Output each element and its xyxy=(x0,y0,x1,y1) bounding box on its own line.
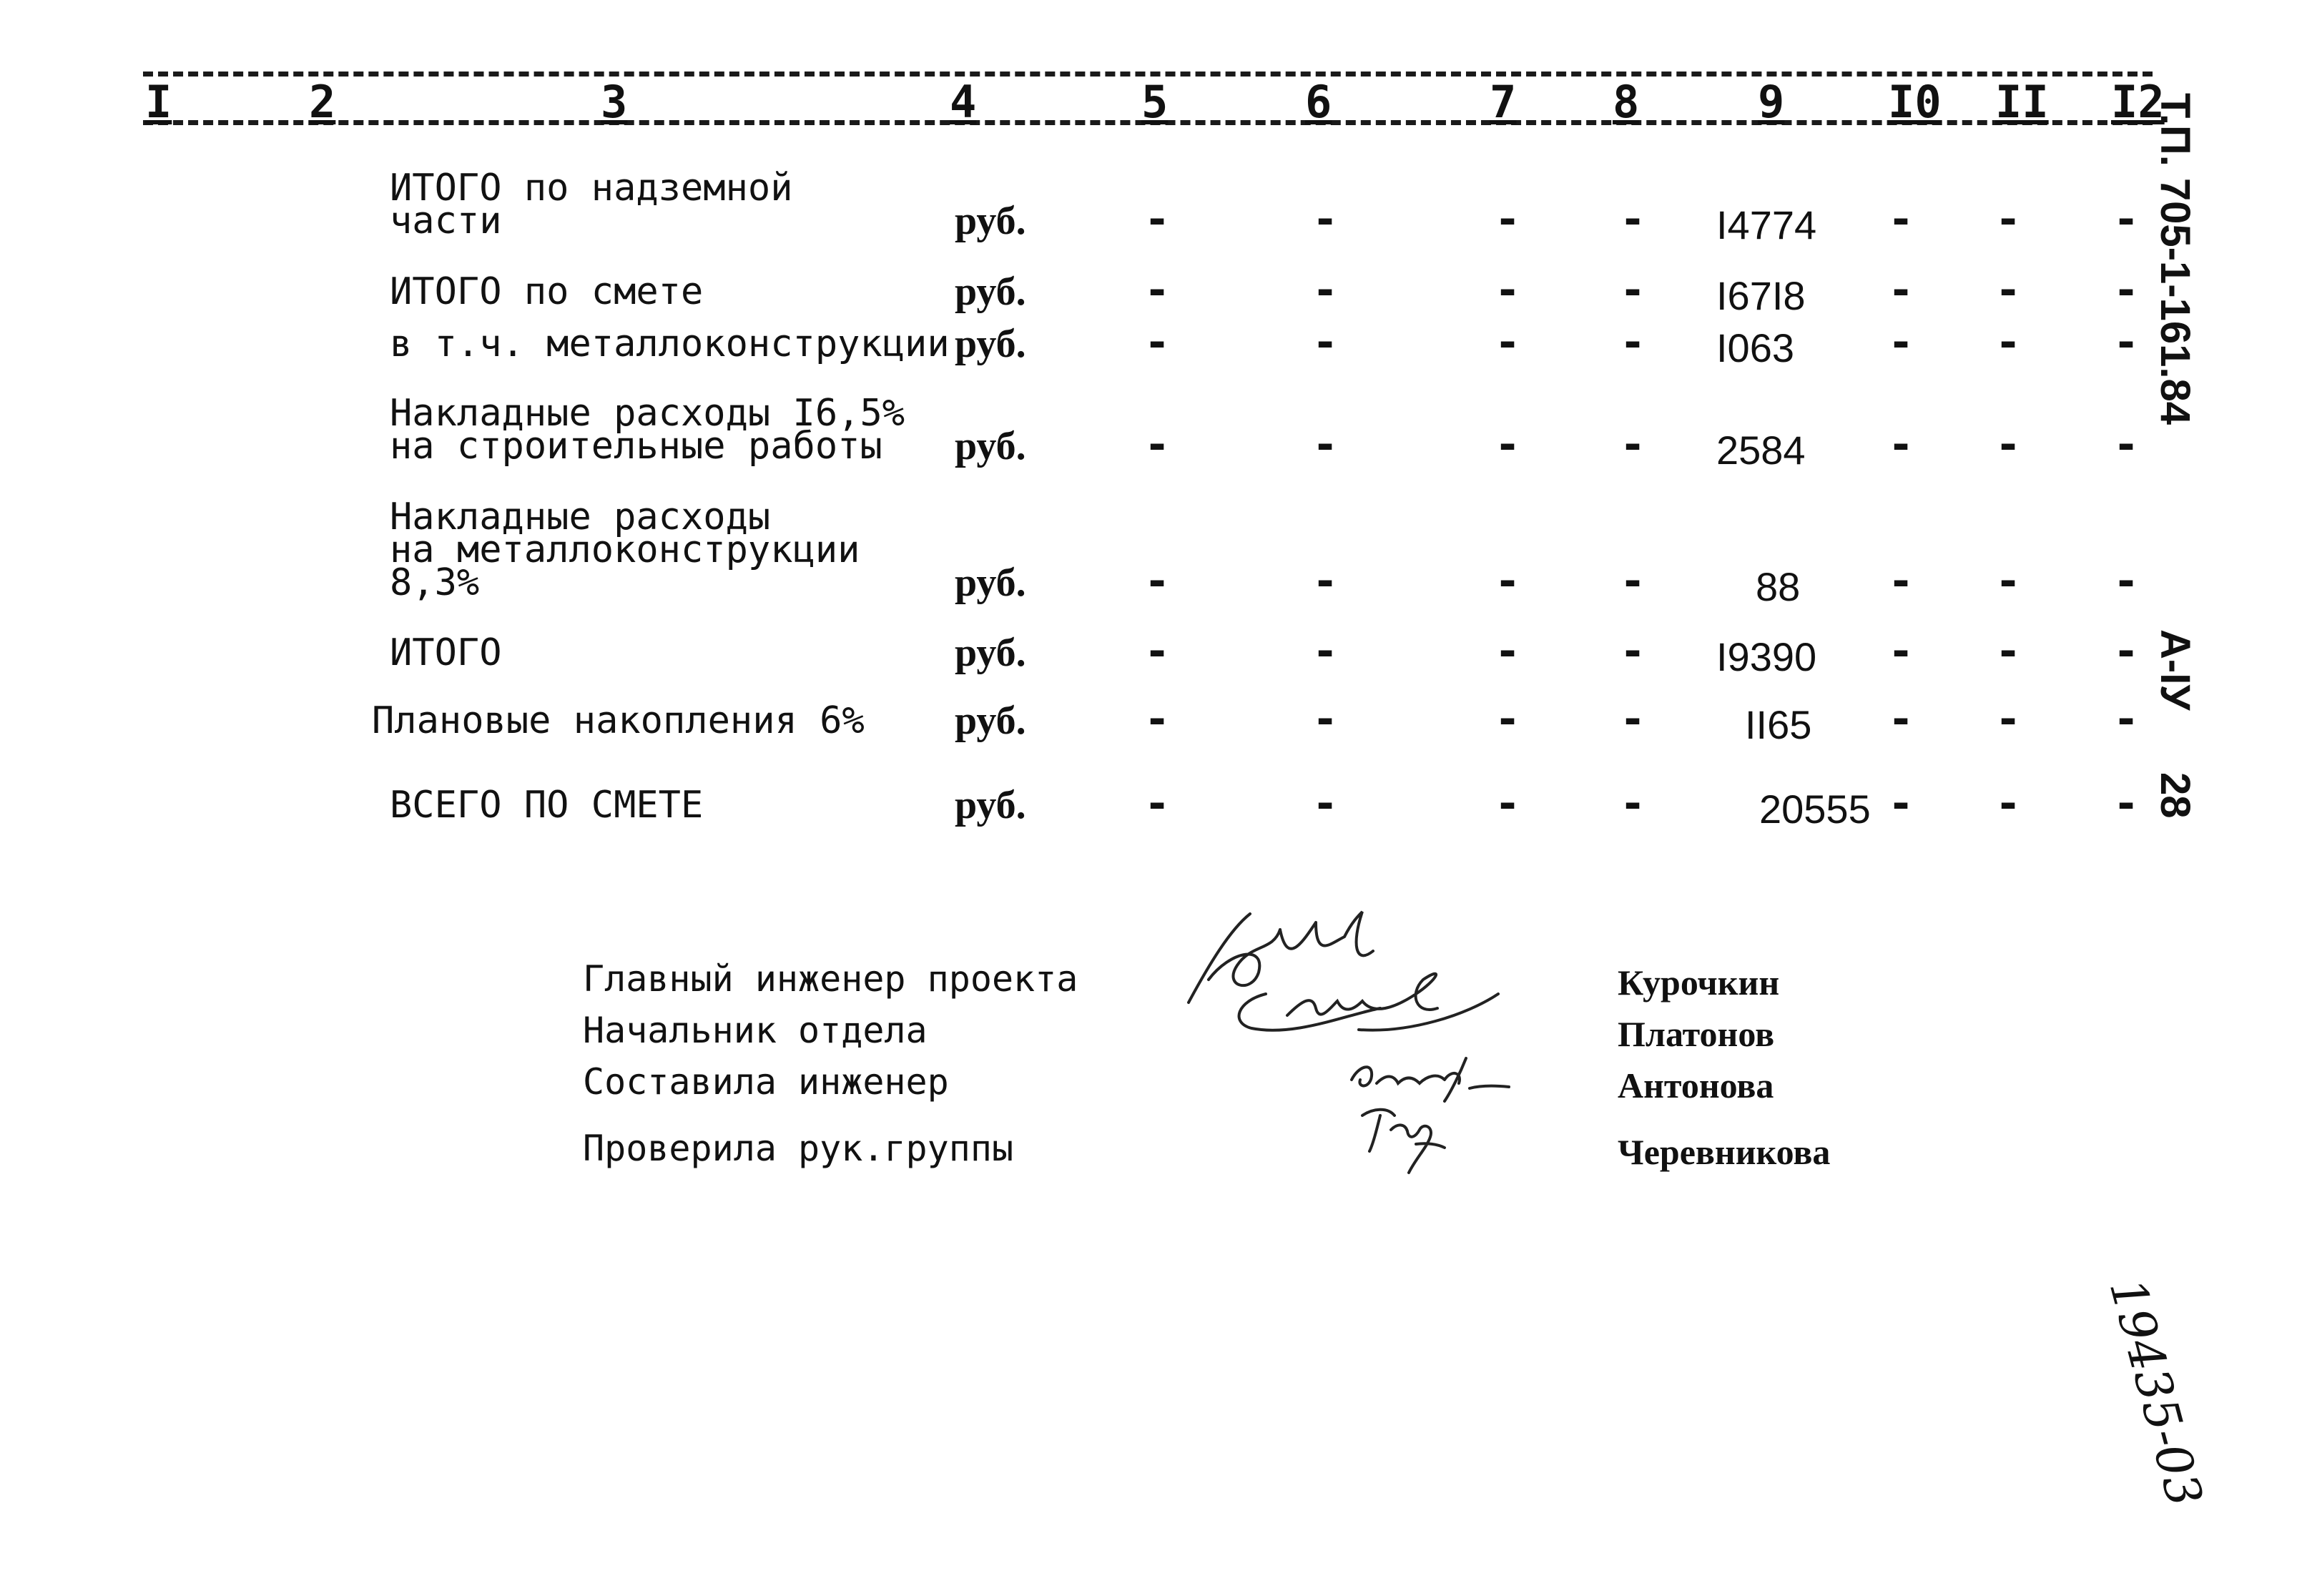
empty-cell-dash: - xyxy=(1620,626,1646,676)
empty-cell-dash: - xyxy=(1312,779,1339,829)
row-unit: руб. xyxy=(955,783,1026,827)
empty-cell-dash: - xyxy=(1495,420,1521,470)
column-header-5: 5 xyxy=(1141,76,1169,128)
approval-role: Главный инженер проекта xyxy=(583,958,1078,1000)
handwritten-signatures xyxy=(1180,901,1580,1201)
approval-role: Проверила рук.группы xyxy=(583,1128,1014,1169)
approval-name: Антонова xyxy=(1618,1065,1774,1105)
row-value-col9: I063 xyxy=(1716,325,1794,370)
signature-group-leader xyxy=(1362,1110,1445,1173)
empty-cell-dash: - xyxy=(2113,779,2140,829)
column-header-7: 7 xyxy=(1490,76,1517,128)
empty-cell-dash: - xyxy=(1144,194,1171,245)
empty-cell-dash: - xyxy=(1620,556,1646,606)
empty-cell-dash: - xyxy=(1144,626,1171,676)
empty-cell-dash: - xyxy=(1620,317,1646,368)
empty-cell-dash: - xyxy=(1888,694,1914,744)
row-label: Накладные расходы на металлоконструкции 8,3% xyxy=(390,496,860,604)
empty-cell-dash: - xyxy=(1312,556,1339,606)
project-code-stamp: Т.П. 705-1-161.84 xyxy=(2152,93,2198,425)
empty-cell-dash: - xyxy=(2113,317,2140,368)
column-header-10: I0 xyxy=(1888,76,1942,128)
empty-cell-dash: - xyxy=(2113,556,2140,606)
empty-cell-dash: - xyxy=(1995,265,2022,315)
column-header-11: II xyxy=(1995,76,2049,128)
empty-cell-dash: - xyxy=(1312,694,1339,744)
row-value-col9: 20555 xyxy=(1759,787,1871,832)
empty-cell-dash: - xyxy=(1995,556,2022,606)
approval-name: Платонов xyxy=(1618,1014,1775,1054)
empty-cell-dash: - xyxy=(1495,694,1521,744)
row-unit: руб. xyxy=(955,424,1026,468)
empty-cell-dash: - xyxy=(1312,626,1339,676)
empty-cell-dash: - xyxy=(1995,317,2022,368)
empty-cell-dash: - xyxy=(1312,194,1339,245)
empty-cell-dash: - xyxy=(1888,317,1914,368)
column-header-12: I2 xyxy=(2111,76,2165,128)
page-number-stamp: 28 xyxy=(2152,772,2198,819)
empty-cell-dash: - xyxy=(2113,265,2140,315)
empty-cell-dash: - xyxy=(1620,194,1646,245)
row-unit: руб. xyxy=(955,270,1026,314)
row-value-col9: 88 xyxy=(1756,564,1801,609)
row-label: Накладные расходы I6,5% на строительные работы xyxy=(390,392,905,468)
empty-cell-dash: - xyxy=(1144,779,1171,829)
archive-number: 19435-03 xyxy=(2097,1273,2213,1513)
empty-cell-dash: - xyxy=(1620,779,1646,829)
row-label: ВСЕГО ПО СМЕТЕ xyxy=(390,784,704,827)
empty-cell-dash: - xyxy=(1995,694,2022,744)
empty-cell-dash: - xyxy=(1144,694,1171,744)
empty-cell-dash: - xyxy=(2113,694,2140,744)
empty-cell-dash: - xyxy=(1620,694,1646,744)
row-unit: руб. xyxy=(955,561,1026,605)
empty-cell-dash: - xyxy=(1144,265,1171,315)
approval-role: Начальник отдела xyxy=(583,1010,928,1051)
approval-name: Курочкин xyxy=(1618,962,1780,1003)
empty-cell-dash: - xyxy=(2113,420,2140,470)
row-value-col9: 2584 xyxy=(1716,428,1806,473)
empty-cell-dash: - xyxy=(1144,420,1171,470)
signature-compiler xyxy=(1352,1058,1509,1101)
empty-cell-dash: - xyxy=(1312,420,1339,470)
column-header-3: 3 xyxy=(601,76,628,128)
empty-cell-dash: - xyxy=(1995,779,2022,829)
empty-cell-dash: - xyxy=(1888,194,1914,245)
empty-cell-dash: - xyxy=(1495,194,1521,245)
album-stamp: А-IУ xyxy=(2152,629,2198,711)
row-value-col9: I67I8 xyxy=(1716,273,1806,318)
empty-cell-dash: - xyxy=(1888,265,1914,315)
column-header-8: 8 xyxy=(1613,76,1640,128)
row-label: ИТОГО по надземной части xyxy=(390,167,793,242)
empty-cell-dash: - xyxy=(1495,779,1521,829)
empty-cell-dash: - xyxy=(1144,556,1171,606)
empty-cell-dash: - xyxy=(2113,194,2140,245)
column-header-6: 6 xyxy=(1305,76,1332,128)
row-unit: руб. xyxy=(955,322,1026,366)
empty-cell-dash: - xyxy=(1888,779,1914,829)
row-unit: руб. xyxy=(955,699,1026,743)
empty-cell-dash: - xyxy=(1995,626,2022,676)
row-value-col9: I9390 xyxy=(1716,634,1817,679)
empty-cell-dash: - xyxy=(2113,626,2140,676)
empty-cell-dash: - xyxy=(1888,556,1914,606)
signature-chief-engineer xyxy=(1189,912,1373,1003)
row-label: в т.ч. металлоконструкции xyxy=(390,322,950,365)
empty-cell-dash: - xyxy=(1312,265,1339,315)
empty-cell-dash: - xyxy=(1995,420,2022,470)
row-unit: руб. xyxy=(955,199,1026,243)
empty-cell-dash: - xyxy=(1495,626,1521,676)
row-value-col9: II65 xyxy=(1745,702,1812,747)
row-label: ИТОГО по смете xyxy=(390,270,704,313)
empty-cell-dash: - xyxy=(1620,265,1646,315)
approval-name: Черевникова xyxy=(1618,1132,1831,1172)
empty-cell-dash: - xyxy=(1312,317,1339,368)
empty-cell-dash: - xyxy=(1144,317,1171,368)
row-label: ИТОГО xyxy=(390,631,502,674)
approval-role: Составила инженер xyxy=(583,1061,949,1103)
column-header-1: I xyxy=(145,76,172,128)
empty-cell-dash: - xyxy=(1495,317,1521,368)
row-value-col9: I4774 xyxy=(1716,202,1817,247)
empty-cell-dash: - xyxy=(1995,194,2022,245)
row-label: Плановые накопления 6% xyxy=(372,699,865,742)
signature-department-head xyxy=(1239,974,1498,1030)
empty-cell-dash: - xyxy=(1888,420,1914,470)
empty-cell-dash: - xyxy=(1888,626,1914,676)
empty-cell-dash: - xyxy=(1620,420,1646,470)
row-unit: руб. xyxy=(955,631,1026,675)
column-header-9: 9 xyxy=(1758,76,1785,128)
column-header-2: 2 xyxy=(309,76,336,128)
column-header-4: 4 xyxy=(950,76,977,128)
empty-cell-dash: - xyxy=(1495,556,1521,606)
empty-cell-dash: - xyxy=(1495,265,1521,315)
